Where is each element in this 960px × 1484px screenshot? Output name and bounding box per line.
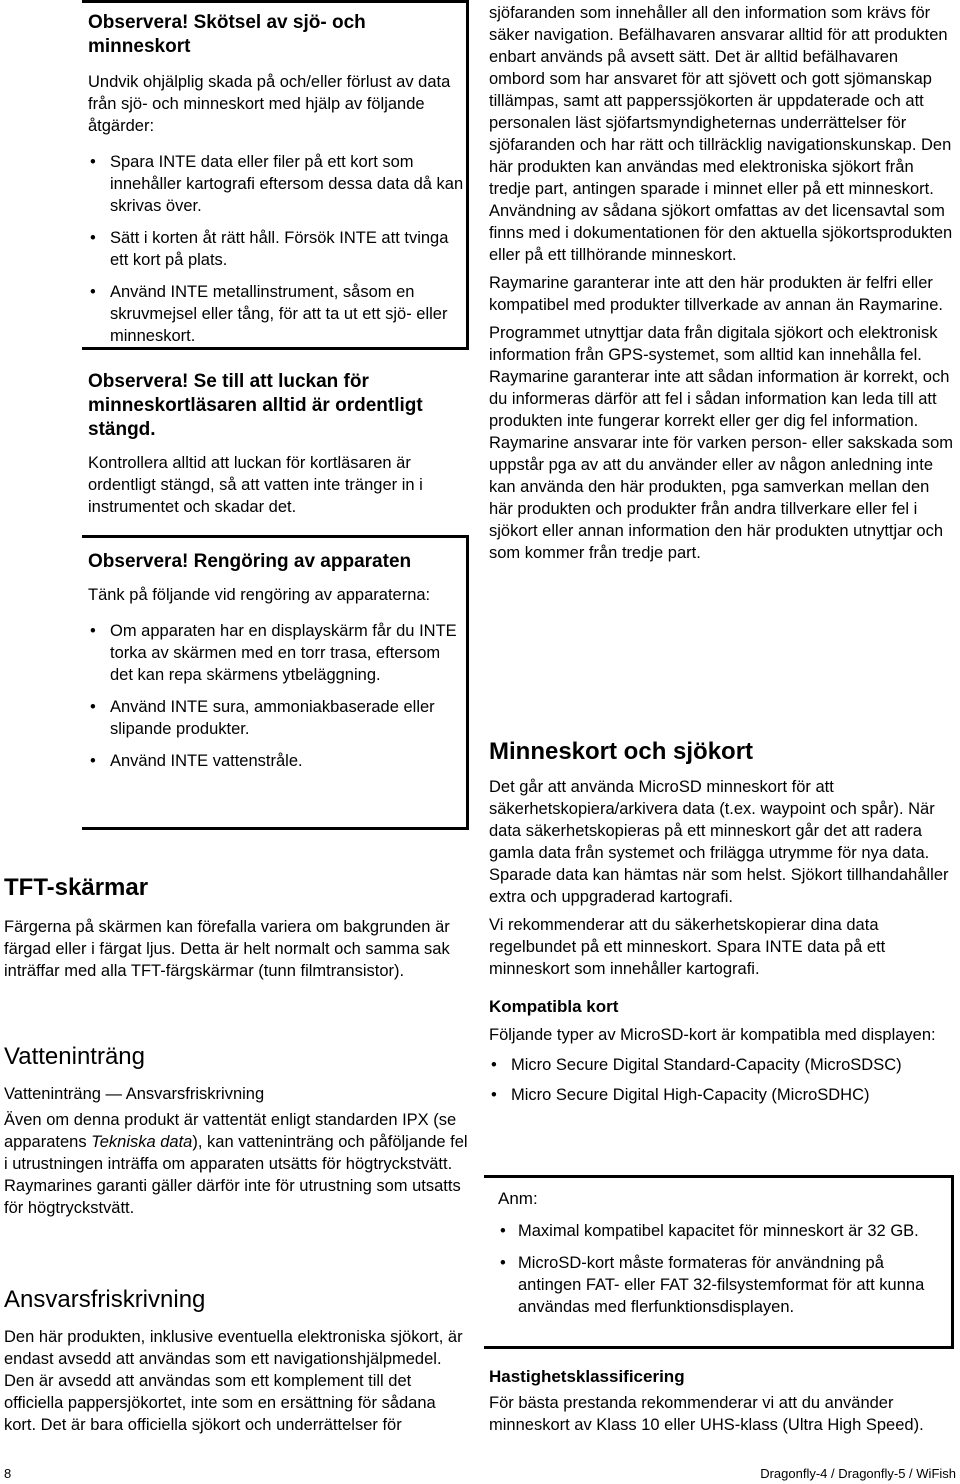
- warning-lead: Observera!: [88, 12, 189, 33]
- list-item: • Sätt i korten åt rätt håll. Försök INTE att tvinga ett kort på plats.: [90, 229, 449, 269]
- warning-lead: Observera!: [88, 551, 189, 572]
- section-heading: Minneskort och sjökort: [489, 738, 754, 765]
- warning-intro: Undvik ohjälplig skada på och/eller förlust av data från sjö- och minneskort med hjälp av följande åtgärder:: [88, 73, 451, 135]
- warning-bullet-list: [88, 620, 466, 772]
- warning-bullet-list: [88, 151, 466, 347]
- bullet-icon: •: [491, 1086, 497, 1104]
- section-memory-cards: [489, 738, 955, 1106]
- note-title: Anm:: [498, 1189, 538, 1208]
- right-column-text: [489, 2, 955, 564]
- section-heading: Vatteninträng: [4, 1043, 145, 1070]
- bullet-icon: •: [90, 229, 96, 247]
- list-item: • Använd INTE metallinstrument, såsom en skruvmejsel eller tång, för att ta ut ett sjö- eller minneskort.: [90, 283, 448, 345]
- list-item: • Micro Secure Digital High-Capacity (MicroSDHC): [491, 1086, 870, 1104]
- bullet-icon: •: [500, 1222, 506, 1240]
- warning-heading: Skötsel av sjö- och minneskort: [88, 12, 366, 57]
- note-list: [498, 1220, 951, 1318]
- warning-title: [88, 11, 466, 59]
- paragraph: Raymarine garanterar inte att den här produkten är felfri eller kompatibel med produkter tillverkade av annan än Raymarine.: [489, 274, 943, 314]
- warning-box-cleaning: [82, 535, 469, 830]
- list-item: • Spara INTE data eller filer på ett kort som innehåller kartografi eftersom dessa data då kan skrivas över.: [90, 153, 464, 215]
- section-heading: Ansvarsfriskrivning: [4, 1286, 206, 1313]
- bullet-icon: •: [90, 622, 96, 640]
- page-number: 8: [4, 1466, 12, 1481]
- emphasis: Tekniska data: [91, 1133, 193, 1151]
- warning-heading: Se till att luckan för minneskortläsaren alltid är ordentligt stängd.: [88, 371, 423, 440]
- bullet-icon: •: [90, 283, 96, 301]
- warning-lead: Observera!: [88, 371, 189, 392]
- warning-box-memory-cards: [82, 0, 469, 350]
- section-disclaimer: [4, 1286, 470, 1436]
- bullet-icon: •: [90, 752, 96, 770]
- section-text: Den här produkten, inklusive eventuella elektroniska sjökort, är endast avsedd att användas som ett navigationshjälpmedel. Den är avsedd att användas som ett komplement till det officiella pappersjökortet, inte som en ersättning för sådana kort. Det är bara officiella sjökort och underrättelser för: [4, 1328, 463, 1434]
- warning-title: [88, 550, 466, 574]
- paragraph: För bästa prestanda rekommenderar vi att du använder minneskort av Klass 10 eller UHS-klass (Ultra High Speed).: [489, 1394, 924, 1434]
- section-speed-class: [489, 1366, 955, 1436]
- paragraph: Det går att använda MicroSD minneskort för att säkerhetskopiera/arkivera data (t.ex. waypoint och spår). När data säkerhetskopieras på ett minneskort går det att radera gamla data från systemet och frilägga utrymme för nya data. Sparade data kan hämtas när som helst. Sjökort tillhandahåller extra och uppgraderad kartografi.: [489, 778, 949, 906]
- section-water-ingress: [4, 1043, 470, 1219]
- list-item: • Använd INTE sura, ammoniakbaserade eller slipande produkter.: [90, 698, 435, 738]
- bullet-icon: •: [90, 698, 96, 716]
- subsection-heading: Kompatibla kort: [489, 997, 619, 1016]
- subsection-heading: Hastighetsklassificering: [489, 1367, 685, 1386]
- bullet-icon: •: [90, 153, 96, 171]
- bullet-icon: •: [500, 1254, 506, 1272]
- paragraph: sjöfaranden som innehåller all den information som krävs för säker navigation. Befälhavaren ansvarar alltid för att produkten enbart används på avsett sätt. Det är alltid befälhavaren ombord som har ansvaret för att sjövett och gott sjömanskap tillämpas, samt att papperssjökorten är uppdaterade och att personalen läst sjöfartsmyndigheternas underrättelser för sjöfaranden och har rätt och tillräcklig navigationskunskap. Den här produkten kan användas med elektroniska sjökort från tredje part, antingen sparade i minnet eller på ett minneskort. Användning av sådana sjökort omfattas av det licensavtal som finns med i dokumentationen för den aktuella sjökortsprodukten eller på ett tillhörande minneskort.: [489, 4, 953, 264]
- list-item: • Använd INTE vattenstråle.: [90, 752, 303, 770]
- footer-product: Dragonfly-4 / Dragonfly-5 / WiFish: [760, 1466, 956, 1481]
- list-item: • Om apparaten har en displayskärm får du INTE torka av skärmen med en torr trasa, eftersom det kan repa skärmens ytbeläggning.: [90, 622, 457, 684]
- paragraph: Vi rekommenderar att du säkerhetskopierar dina data regelbundet på ett minneskort. Spara INTE data på ett minneskort som innehåller kartografi.: [489, 916, 886, 978]
- warning-card-reader: [88, 370, 466, 518]
- warning-title: [88, 370, 466, 442]
- section-heading: TFT-skärmar: [4, 874, 149, 901]
- section-text: Även om denna produkt är vattentät enligt standarden IPX (se apparatens Tekniska data), kan vatteninträng och påföljande fel i utrustningen inträffa om apparaten utsätts för högtryckstvätt. Raymarines garanti gäller därför inte för utrustning som utsatts för högtryckstvätt.: [4, 1111, 468, 1217]
- compatible-card-list: [489, 1054, 955, 1106]
- warning-text: Kontrollera alltid att luckan för kortläsaren är ordentligt stängd, så att vatten inte tränger in i instrumentet och skadar det.: [88, 454, 423, 516]
- section-subtitle: Vatteninträng — Ansvarsfriskrivning: [4, 1085, 265, 1103]
- section-text: Färgerna på skärmen kan förefalla variera om bakgrunden är färgad eller i färgat ljus. Detta är helt normalt och samma sak inträffar med alla TFT-färgskärmar (tunn filmtransistor).: [4, 918, 450, 980]
- paragraph: Följande typer av MicroSD-kort är kompatibla med displayen:: [489, 1026, 936, 1044]
- section-tft: [4, 874, 470, 982]
- paragraph: Programmet utnyttjar data från digitala sjökort och elektronisk information från GPS-systemet, som alltid kan innehålla fel. Raymarine garanterar inte att sådan information är korrekt, och du informeras därför att fel i sådan information kan leda till att produkten inte fungerar korrekt eller ger dig fel information. Raymarine ansvarar inte för varken person- eller sakskada som uppstår pga av att du använder eller av någon anledning inte kan använda den här produkten, pga samverkan mellan den här produkten och produkter från andra tillverkare eller fel i sjökort eller annan information den här produkten utnyttjar och som kommer från tredje part.: [489, 324, 954, 562]
- list-item: • Maximal kompatibel kapacitet för minneskort är 32 GB.: [500, 1222, 919, 1240]
- warning-intro: Tänk på följande vid rengöring av apparaterna:: [88, 586, 431, 604]
- note-box: [484, 1175, 954, 1349]
- list-item: • MicroSD-kort måste formateras för användning på antingen FAT- eller FAT 32-filsystemformat för att kunna användas med flerfunktionsdisplayen.: [500, 1254, 925, 1316]
- list-item: • Micro Secure Digital Standard-Capacity (MicroSDSC): [491, 1056, 902, 1074]
- bullet-icon: •: [491, 1056, 497, 1074]
- warning-heading: Rengöring av apparaten: [193, 551, 412, 572]
